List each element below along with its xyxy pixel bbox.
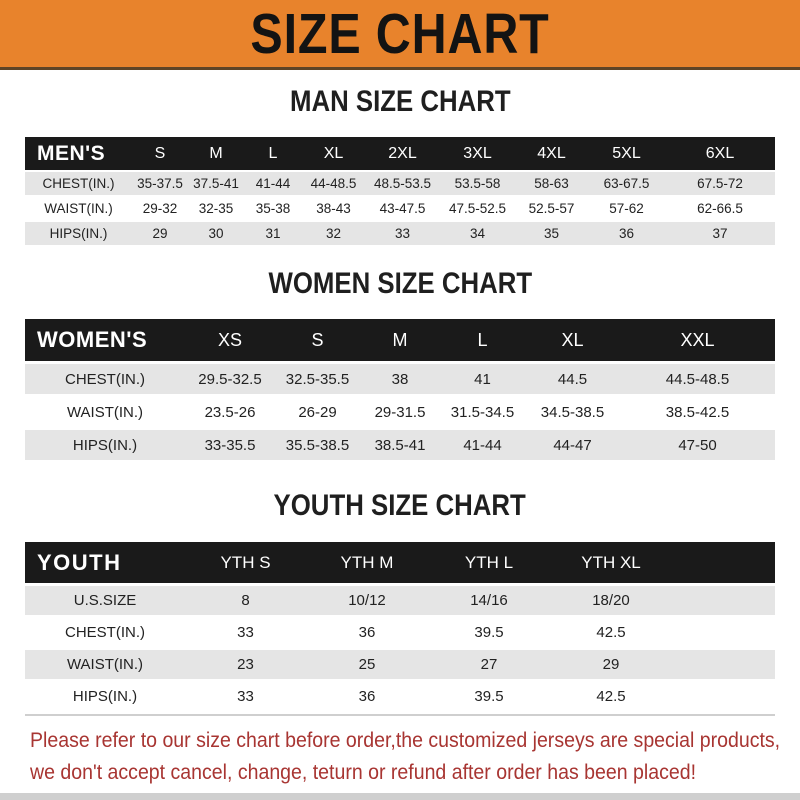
youth-table-bottom-line xyxy=(25,714,775,716)
men-header-label: MEN'S xyxy=(25,137,132,170)
size-column-header: YTH L xyxy=(428,542,550,583)
table-row xyxy=(25,430,775,460)
size-value-cell: 29.5-32.5 xyxy=(185,364,275,394)
filler-cell xyxy=(672,650,775,679)
size-value-cell: 32 xyxy=(302,222,365,245)
women-section-title xyxy=(0,267,800,301)
size-column-header: S xyxy=(132,137,188,170)
size-value-cell: 62-66.5 xyxy=(665,197,775,220)
row-label: HIPS(IN.) xyxy=(25,222,132,245)
size-value-cell: 33 xyxy=(185,682,306,711)
row-label: U.S.SIZE xyxy=(25,586,185,615)
size-value-cell: 31.5-34.5 xyxy=(440,397,525,427)
size-column-header: XS xyxy=(185,319,275,361)
size-value-cell: 23.5-26 xyxy=(185,397,275,427)
row-label: WAIST(IN.) xyxy=(25,397,185,427)
size-value-cell: 63-67.5 xyxy=(588,172,665,195)
bottom-strip xyxy=(0,793,800,800)
men-section-title xyxy=(0,85,800,119)
youth-section-title-text: YOUTH SIZE CHART xyxy=(273,489,527,522)
size-value-cell: 41 xyxy=(440,364,525,394)
women-section-title-text: WOMEN SIZE CHART xyxy=(268,267,532,300)
footer-disclaimer xyxy=(30,725,780,789)
size-value-cell: 32.5-35.5 xyxy=(275,364,360,394)
row-label: WAIST(IN.) xyxy=(25,197,132,220)
size-value-cell: 26-29 xyxy=(275,397,360,427)
disclaimer-line-1: Please refer to our size chart before order,the customized jerseys are special products, xyxy=(30,729,781,752)
size-column-header: 2XL xyxy=(365,137,440,170)
table-row xyxy=(25,586,775,615)
disclaimer-line-2: we don't accept cancel, change, teturn or refund after order has been placed! xyxy=(30,761,697,784)
table-row xyxy=(25,682,775,711)
table-row xyxy=(25,618,775,647)
row-label: CHEST(IN.) xyxy=(25,364,185,394)
size-column-header: 4XL xyxy=(515,137,588,170)
size-value-cell: 53.5-58 xyxy=(440,172,515,195)
size-column-header: 3XL xyxy=(440,137,515,170)
size-value-cell: 52.5-57 xyxy=(515,197,588,220)
size-value-cell: 44.5-48.5 xyxy=(620,364,775,394)
row-label: CHEST(IN.) xyxy=(25,618,185,647)
filler-cell xyxy=(672,586,775,615)
size-value-cell: 67.5-72 xyxy=(665,172,775,195)
size-value-cell: 35 xyxy=(515,222,588,245)
men-header-row xyxy=(25,137,775,170)
youth-header-row xyxy=(25,542,775,583)
size-value-cell: 48.5-53.5 xyxy=(365,172,440,195)
table-row xyxy=(25,650,775,679)
size-value-cell: 35-37.5 xyxy=(132,172,188,195)
youth-section-title xyxy=(0,489,800,523)
table-row xyxy=(25,222,775,245)
filler-cell xyxy=(672,618,775,647)
men-size-table xyxy=(25,135,775,247)
size-column-header: YTH S xyxy=(185,542,306,583)
table-row xyxy=(25,197,775,220)
size-value-cell: 36 xyxy=(588,222,665,245)
size-value-cell: 35.5-38.5 xyxy=(275,430,360,460)
size-value-cell: 39.5 xyxy=(428,682,550,711)
row-label: HIPS(IN.) xyxy=(25,682,185,711)
size-value-cell: 8 xyxy=(185,586,306,615)
size-value-cell: 29 xyxy=(550,650,672,679)
size-value-cell: 58-63 xyxy=(515,172,588,195)
size-column-header: YTH XL xyxy=(550,542,672,583)
men-section-title-text: MAN SIZE CHART xyxy=(289,85,511,118)
women-header-row xyxy=(25,319,775,361)
size-value-cell: 57-62 xyxy=(588,197,665,220)
size-value-cell: 39.5 xyxy=(428,618,550,647)
size-value-cell: 33 xyxy=(365,222,440,245)
size-column-header: S xyxy=(275,319,360,361)
size-value-cell: 10/12 xyxy=(306,586,428,615)
row-label: WAIST(IN.) xyxy=(25,650,185,679)
size-column-header: M xyxy=(188,137,244,170)
size-value-cell: 32-35 xyxy=(188,197,244,220)
size-column-header: XL xyxy=(525,319,620,361)
size-column-header: M xyxy=(360,319,440,361)
size-value-cell: 34 xyxy=(440,222,515,245)
size-value-cell: 23 xyxy=(185,650,306,679)
youth-header-label: YOUTH xyxy=(25,542,185,583)
size-value-cell: 33-35.5 xyxy=(185,430,275,460)
size-chart-banner xyxy=(0,0,800,70)
size-value-cell: 33 xyxy=(185,618,306,647)
size-column-header: XXL xyxy=(620,319,775,361)
size-value-cell: 38.5-41 xyxy=(360,430,440,460)
filler-cell xyxy=(672,682,775,711)
size-value-cell: 35-38 xyxy=(244,197,302,220)
size-column-header: 5XL xyxy=(588,137,665,170)
size-value-cell: 43-47.5 xyxy=(365,197,440,220)
size-column-header: YTH M xyxy=(306,542,428,583)
size-value-cell: 38 xyxy=(360,364,440,394)
size-value-cell: 27 xyxy=(428,650,550,679)
size-value-cell: 14/16 xyxy=(428,586,550,615)
size-value-cell: 29 xyxy=(132,222,188,245)
size-value-cell: 37.5-41 xyxy=(188,172,244,195)
size-value-cell: 44-47 xyxy=(525,430,620,460)
table-row xyxy=(25,397,775,427)
size-value-cell: 44-48.5 xyxy=(302,172,365,195)
banner-title: SIZE CHART xyxy=(250,1,550,66)
size-value-cell: 44.5 xyxy=(525,364,620,394)
size-value-cell: 38-43 xyxy=(302,197,365,220)
row-label: CHEST(IN.) xyxy=(25,172,132,195)
filler-cell xyxy=(672,542,775,583)
size-column-header: L xyxy=(440,319,525,361)
size-value-cell: 47.5-52.5 xyxy=(440,197,515,220)
women-size-table xyxy=(25,316,775,463)
size-value-cell: 41-44 xyxy=(440,430,525,460)
youth-size-table xyxy=(25,539,775,714)
size-value-cell: 37 xyxy=(665,222,775,245)
size-column-header: 6XL xyxy=(665,137,775,170)
table-row xyxy=(25,172,775,195)
size-value-cell: 34.5-38.5 xyxy=(525,397,620,427)
row-label: HIPS(IN.) xyxy=(25,430,185,460)
size-value-cell: 25 xyxy=(306,650,428,679)
size-column-header: XL xyxy=(302,137,365,170)
table-row xyxy=(25,364,775,394)
size-value-cell: 47-50 xyxy=(620,430,775,460)
size-value-cell: 42.5 xyxy=(550,682,672,711)
size-value-cell: 36 xyxy=(306,682,428,711)
women-header-label: WOMEN'S xyxy=(25,319,185,361)
size-value-cell: 42.5 xyxy=(550,618,672,647)
size-value-cell: 29-32 xyxy=(132,197,188,220)
size-value-cell: 30 xyxy=(188,222,244,245)
size-column-header: L xyxy=(244,137,302,170)
size-value-cell: 41-44 xyxy=(244,172,302,195)
size-value-cell: 29-31.5 xyxy=(360,397,440,427)
size-value-cell: 38.5-42.5 xyxy=(620,397,775,427)
size-value-cell: 36 xyxy=(306,618,428,647)
size-value-cell: 31 xyxy=(244,222,302,245)
size-value-cell: 18/20 xyxy=(550,586,672,615)
